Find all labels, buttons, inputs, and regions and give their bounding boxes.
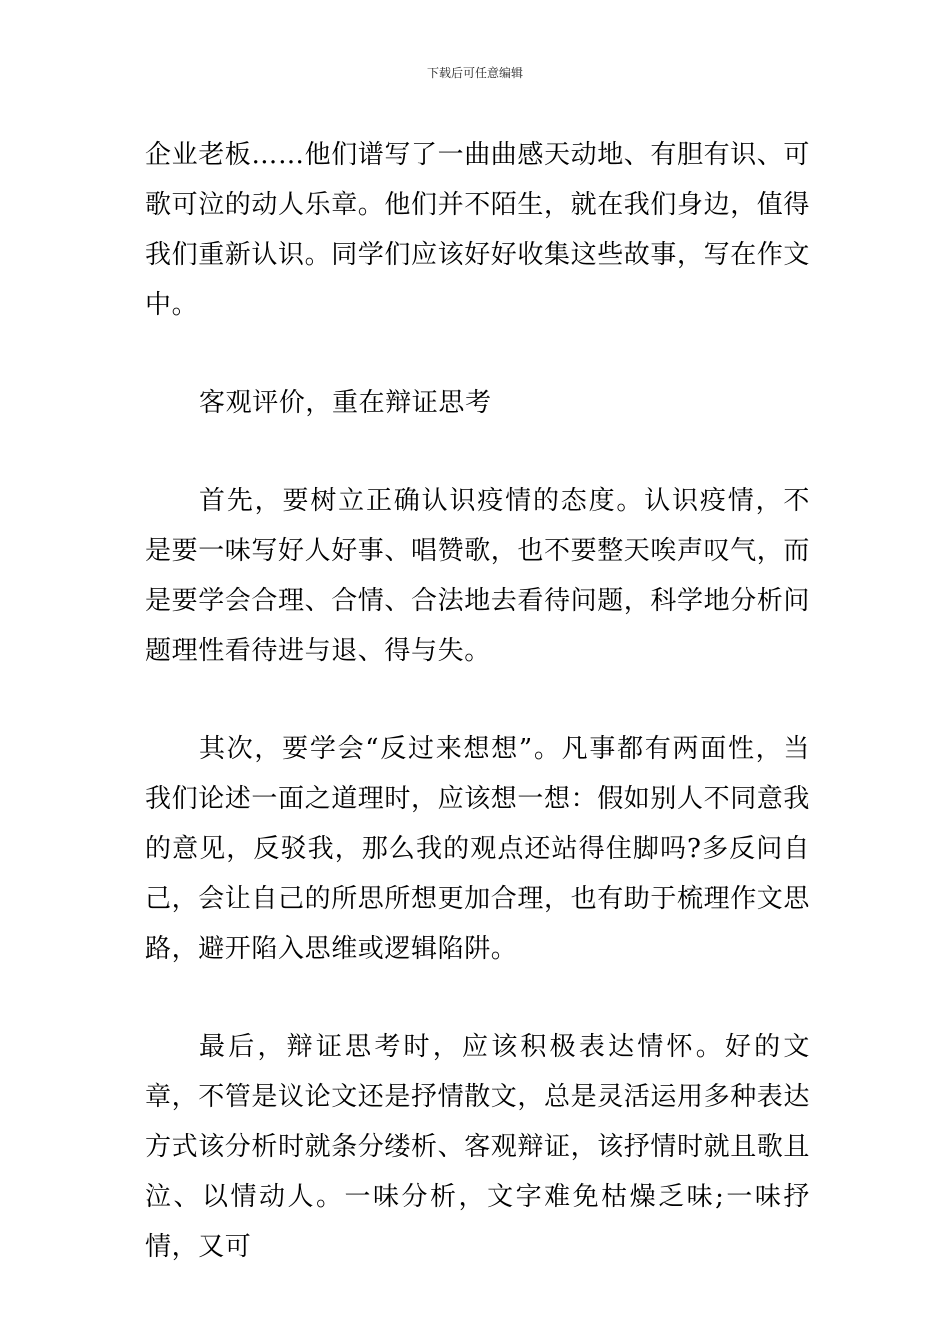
document-body (145, 130, 810, 1272)
paragraph-first-point: 首先，要树立正确认识疫情的态度。认识疫情，不是要一味写好人好事、唱赞歌，也不要整天唉声叹气，而是要学会合理、合情、合法地去看待问题，科学地分析问题理性看待进与退、得与失。 (145, 486, 811, 666)
section-heading: 客观评价，重在辩证思考 (199, 388, 492, 418)
header-note: 下载后可任意编辑 (426, 66, 523, 80)
paragraph-second-point: 其次，要学会“反过来想想”。凡事都有两面性，当我们论述一面之道理时，应该想一想：假如别人不同意我的意见，反驳我，那么我的观点还站得住脚吗?多反问自己，会让自己的所思所想更加合理，也有助于梳理作文思路，避开陷入思维或逻辑陷阱。 (145, 734, 811, 964)
paragraph-third-point: 最后，辩证思考时，应该积极表达情怀。好的文章，不管是议论文还是抒情散文，总是灵活运用多种表达方式该分析时就条分缕析、客观辩证，该抒情时就且歌且泣、以情动人。一味分析，文字难免枯燥乏味;一味抒情，又可 (145, 1032, 811, 1262)
paragraph-continuation: 企业老板……他们谱写了一曲曲感天动地、有胆有识、可歌可泣的动人乐章。他们并不陌生，就在我们身边，值得我们重新认识。同学们应该好好收集这些故事，写在作文中。 (145, 140, 811, 320)
